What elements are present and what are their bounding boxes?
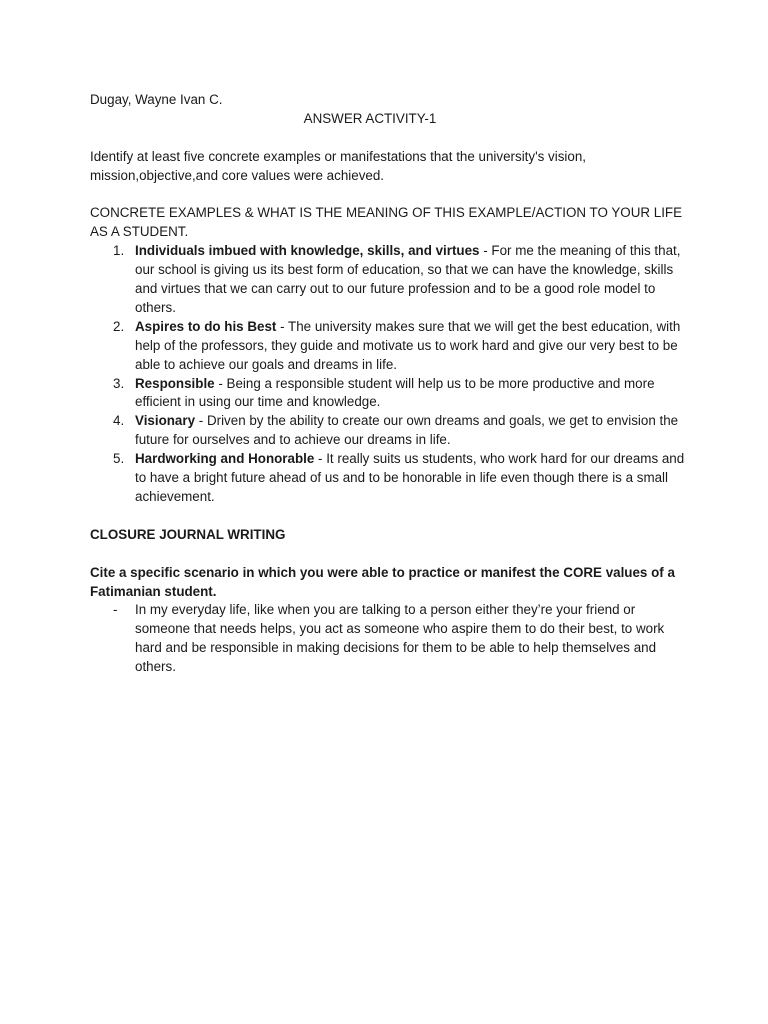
closure-heading: CLOSURE JOURNAL WRITING: [90, 526, 286, 542]
examples-list: [90, 242, 690, 507]
list-item: [90, 601, 690, 677]
examples-heading: CONCRETE EXAMPLES & WHAT IS THE MEANING OF THIS EXAMPLE/ACTION TO YOUR LIFE AS A STUDENT.: [90, 205, 683, 240]
scenario-text: In my everyday life, like when you are talking to a person either they’re your friend or someone that needs helps, you act as someone who aspire them to do their best, to work hard and be responsible in making decisions for them to be able to help themselves and others.: [135, 602, 665, 675]
document-title: ANSWER ACTIVITY-1: [303, 110, 437, 126]
scenario-list: [90, 601, 690, 677]
example-text: - The university makes sure that we will get the best education, with help of the professors, they guide and motivate us to work hard and give our very best to be able to achieve our goals and dreams in life.: [135, 318, 681, 372]
list-number: 2.: [113, 318, 125, 334]
instruction-text: Identify at least five concrete examples or manifestations that the university's vision, mission,objective,and core values were achieved.: [90, 148, 587, 183]
list-item: [90, 375, 690, 413]
list-item: [90, 412, 690, 450]
document-body: [90, 91, 690, 677]
example-term: Responsible: [135, 375, 215, 391]
list-item: [90, 318, 690, 375]
list-number: 1.: [113, 243, 125, 259]
list-item: [90, 242, 690, 318]
example-text: - It really suits us students, who work hard for our dreams and to have a bright future ahead of us and to be honorable in life even though there is a small achievement.: [135, 451, 685, 504]
example-term: Visionary: [135, 413, 196, 429]
spacer: [90, 507, 690, 526]
example-term: Hardworking and Honorable: [135, 451, 315, 467]
example-text: - For me the meaning of this that, our school is giving us its best form of education, so that we can have the knowledge, skills and virtues that we can carry out to our future profession and to be a good role model to others.: [135, 243, 681, 315]
example-text: - Being a responsible student will help us to be more productive and more efficient in using our time and knowledge.: [135, 375, 655, 410]
author-name: Dugay, Wayne Ivan C.: [90, 92, 223, 107]
closure-prompt: Cite a specific scenario in which you were able to practice or manifest the CORE values of a Fatimanian student.: [90, 564, 675, 599]
list-item: [90, 450, 690, 507]
spacer: [90, 545, 690, 564]
bullet-dash: -: [113, 602, 118, 618]
example-term: Individuals imbued with knowledge, skills, and virtues: [135, 243, 480, 259]
example-term: Aspires to do his Best: [135, 318, 277, 334]
example-text: - Driven by the ability to create our own dreams and goals, we get to envision the future for ourselves and to achieve our dreams in life.: [135, 413, 679, 448]
spacer: [90, 186, 690, 205]
list-number: 4.: [113, 413, 125, 429]
list-number: 3.: [113, 375, 125, 391]
spacer: [90, 129, 690, 148]
list-number: 5.: [113, 451, 125, 467]
